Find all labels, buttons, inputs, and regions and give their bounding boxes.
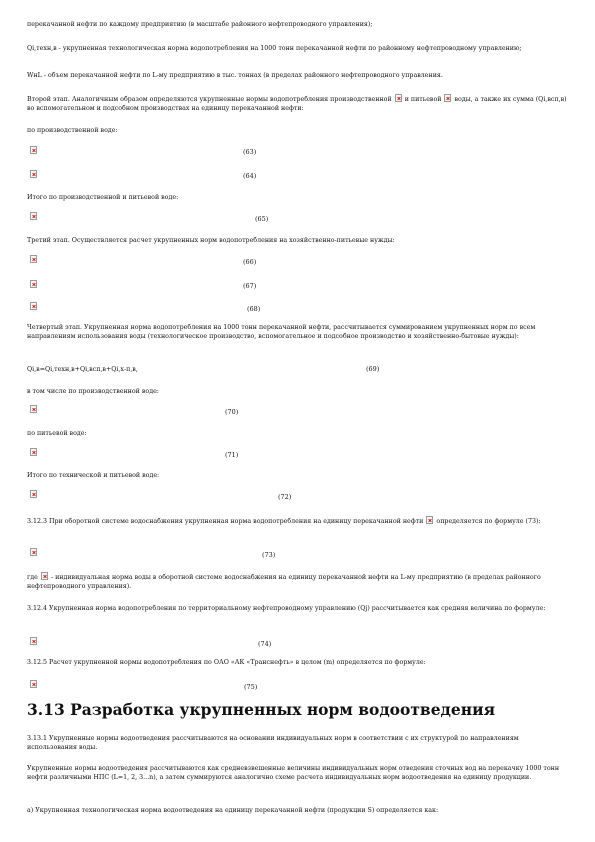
text-line: Третий этап. Осуществляется расчет укрупненных норм водопотребления на хозяйственно-питьевые нужды: <box>27 237 395 244</box>
broken-image-icon <box>30 212 37 220</box>
text-line: по питьевой воде: <box>27 430 87 437</box>
broken-image-icon <box>30 302 37 310</box>
text-span: и питьевой <box>404 96 442 103</box>
equation-number: (73) <box>262 551 276 559</box>
broken-image-icon <box>30 280 37 288</box>
equation-number: (66) <box>243 258 257 266</box>
text-paragraph: 3.13.1 Укрупненные нормы водоотведения рассчитываются на основании индивидуальных норм в соответствии с их структурой по направлениям использования воды. <box>27 735 519 751</box>
broken-image-icon <box>30 548 37 556</box>
text-line: 3.12.5 Расчет укрупненной нормы водопотребления по ОАО «АК «Транснефть» в целом (m) определяется по формуле: <box>27 659 426 666</box>
broken-image-icon <box>426 516 433 524</box>
text-line: перекачанной нефти по каждому предприятию (в масштабе районного нефтепроводного управления); <box>27 21 373 28</box>
text-line: Итого по технической и питьевой воде: <box>27 472 160 479</box>
equation-number: (72) <box>278 493 292 501</box>
formula-line: Qi,в=Qi,тexн,в+Qi,всп,в+Qi,х-п,в, <box>27 366 138 373</box>
broken-image-icon <box>444 94 451 102</box>
text-paragraph-with-image <box>27 572 567 591</box>
equation-number: (71) <box>225 451 239 459</box>
equation-number: (69) <box>366 365 380 373</box>
text-span: воды, а также их сумма (Qi,всп,в) во вспомогательном и подсобном производствах на единицу перекачанной нефти: <box>27 96 567 112</box>
text-paragraph: Четвертый этап. Укрупненная норма водопотребления на 1000 тонн перекачанной нефти, рассчитывается суммированием укрупненных норм по всем направлениям использования воды (технологическое производство, вспомогательное и подсобное производство и хозяйственно-бытовые нужды): <box>27 324 536 340</box>
broken-image-icon <box>30 490 37 498</box>
equation-number: (68) <box>247 305 261 313</box>
text-span: Второй этап. Аналогичным образом определяются укрупненные нормы водопотребления производственной <box>27 96 392 103</box>
text-span: определяется по формуле (73): <box>436 518 541 525</box>
text-span: 3.12.3 При оборотной системе водоснабжения укрупненная норма водопотребления на единицу перекачанной нефти <box>27 518 424 525</box>
equation-number: (74) <box>258 640 272 648</box>
text-line: по производственной воде: <box>27 127 118 134</box>
equation-number: (75) <box>244 683 258 691</box>
equation-number: (70) <box>225 408 239 416</box>
text-paragraph: WнL - объем перекачанной нефти по L-му предприятию в тыс. тоннах (в пределах районного нефтепроводного управления. <box>27 72 443 79</box>
text-paragraph: 3.12.4 Укрупненная норма водопотребления по территориальному нефтепроводному управлению (Qj) рассчитывается как средняя величина по формуле: <box>27 605 546 612</box>
section-heading: 3.13 Разработка укрупненных норм водоотведения <box>27 700 496 719</box>
text-paragraph-with-image <box>27 516 567 526</box>
text-paragraph: Укрупненные нормы водоотведения рассчитываются как средневзвешенные величины индивидуальных норм отведения сточных вод на перекачку 1000 тонн нефти различными НПС (L=1, 2, 3...n), а затем суммируются аналогично схеме расчета индивидуальных норм водоотведения на единицу продукции. <box>27 765 560 781</box>
text-line: а) Укрупненная технологическая норма водоотведения на единицу перекачанной нефти (продукции S) определяется как: <box>27 807 439 814</box>
equation-number: (63) <box>243 148 257 156</box>
broken-image-icon <box>30 637 37 645</box>
text-line: Итого по производственной и питьевой воде: <box>27 194 179 201</box>
broken-image-icon <box>395 94 402 102</box>
text-span: где <box>27 574 38 581</box>
text-span: - индивидуальная норма воды в оборотной системе водоснабжения на единицу перекачанной нефти на L-му предприятию (в пределах районного нефтепроводного управления). <box>27 574 541 590</box>
broken-image-icon <box>30 405 37 413</box>
broken-image-icon <box>30 448 37 456</box>
broken-image-icon <box>30 255 37 263</box>
equation-number: (65) <box>255 215 269 223</box>
text-line: в том числе по производственной воде: <box>27 388 159 395</box>
broken-image-icon <box>30 146 37 154</box>
text-paragraph-with-images <box>27 94 567 113</box>
equation-number: (67) <box>243 282 257 290</box>
text-paragraph: Qi,тexн,в - укрупненная технологическая норма водопотребления на 1000 тонн перекачанной нефти по районному нефтепроводному управлению; <box>27 45 522 52</box>
equation-number: (64) <box>243 172 257 180</box>
broken-image-icon <box>30 680 37 688</box>
broken-image-icon <box>41 572 48 580</box>
broken-image-icon <box>30 170 37 178</box>
